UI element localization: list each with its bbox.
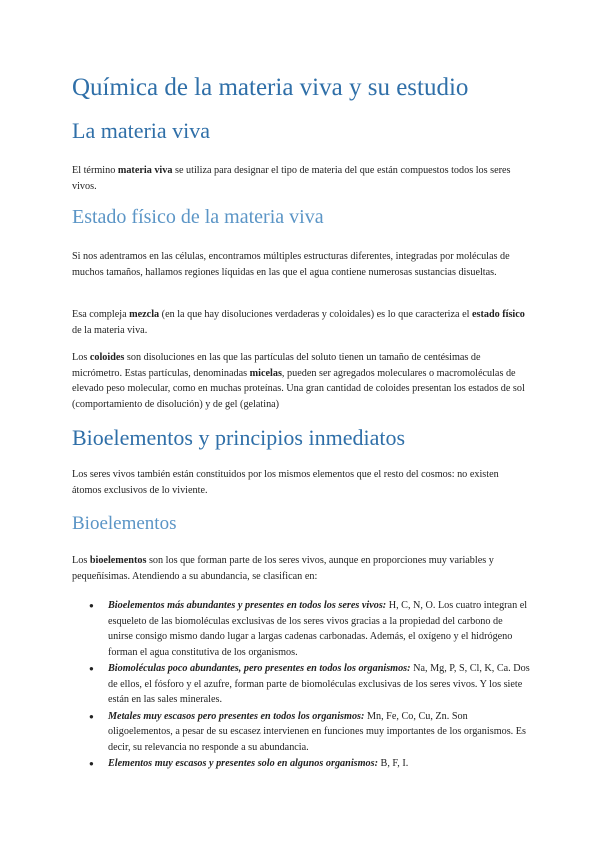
paragraph-bioelementos: Los bioelementos son los que forman parte de los seres vivos, aunque en proporciones muy variables y pequeñísimas. Atendiendo a su abundancia, se clasifican en: — [72, 555, 494, 582]
paragraph-celulas: Si nos adentramos en las células, encontramos múltiples estructuras diferentes, integradas por moléculas de muchos tamaños, hallamos regiones líquidas en las que el agua contiene numerosas sustancias disueltas. — [72, 251, 510, 278]
paragraph-seres-vivos-cosmos: Los seres vivos también están constituidos por los mismos elementos que el resto del cosmos: no existen átomos exclusivos de lo viviente. — [72, 469, 499, 496]
heading-bioelementos-principios: Bioelementos y principios inmediatos — [72, 425, 406, 450]
page-title: Química de la materia viva y su estudio — [72, 74, 469, 101]
heading-materia-viva: La materia viva — [72, 118, 211, 143]
paragraph-mezcla: Esa compleja mezcla (en la que hay disoluciones verdaderas y coloidales) es lo que caracteriza el estado físico de la materia viva. — [72, 309, 525, 336]
list-item: ● Metales muy escasos pero presentes en todos los organismos: Mn, Fe, Co, Cu, Zn. Son oligoelementos, a pesar de su escasez intervienen en funciones muy importantes de los organismos. Es decir, su relevancia no responde a su abundancia. — [72, 709, 530, 756]
list-item: ● Biomoléculas poco abundantes, pero presentes en todos los organismos: Na, Mg, P, S, Cl, K, Ca. Dos de ellos, el fósforo y el azufre, forman parte de biomoléculas exclusivas de los seres vivos. Y los siete están en las sales minerales. — [72, 661, 530, 708]
list-item: ● Bioelementos más abundantes y presentes en todos los seres vivos: H, C, N, O. Los cuatro integran el esqueleto de las biomoléculas exclusivas de los seres vivos gracias a la propiedad del carbono de unirse consigo mismo dando lugar a largas cadenas carbonadas. Además, el oxígeno y el hidrógeno forman el agua constitutiva de los organismos. — [72, 598, 530, 660]
list-item: ● Elementos muy escasos y presentes solo en algunos organismos: B, F, I. — [72, 756, 530, 772]
bioelementos-list — [72, 598, 530, 773]
heading-bioelementos: Bioelementos — [72, 513, 177, 534]
paragraph-materia-viva: El término materia viva se utiliza para designar el tipo de materia del que están compuestos todos los seres vivos. — [72, 165, 511, 192]
heading-estado-fisico: Estado físico de la materia viva — [72, 206, 324, 228]
paragraph-coloides: Los coloides son disoluciones en las que las partículas del soluto tienen un tamaño de centésimas de micrómetro. Estas partículas, denominadas micelas, pueden ser agregados moleculares o macromoléculas de elevado peso molecular, como en muchas proteínas. Una gran cantidad de coloides presentan los estados de sol (comportamiento de disolución) y de gel (gelatina) — [72, 352, 525, 410]
